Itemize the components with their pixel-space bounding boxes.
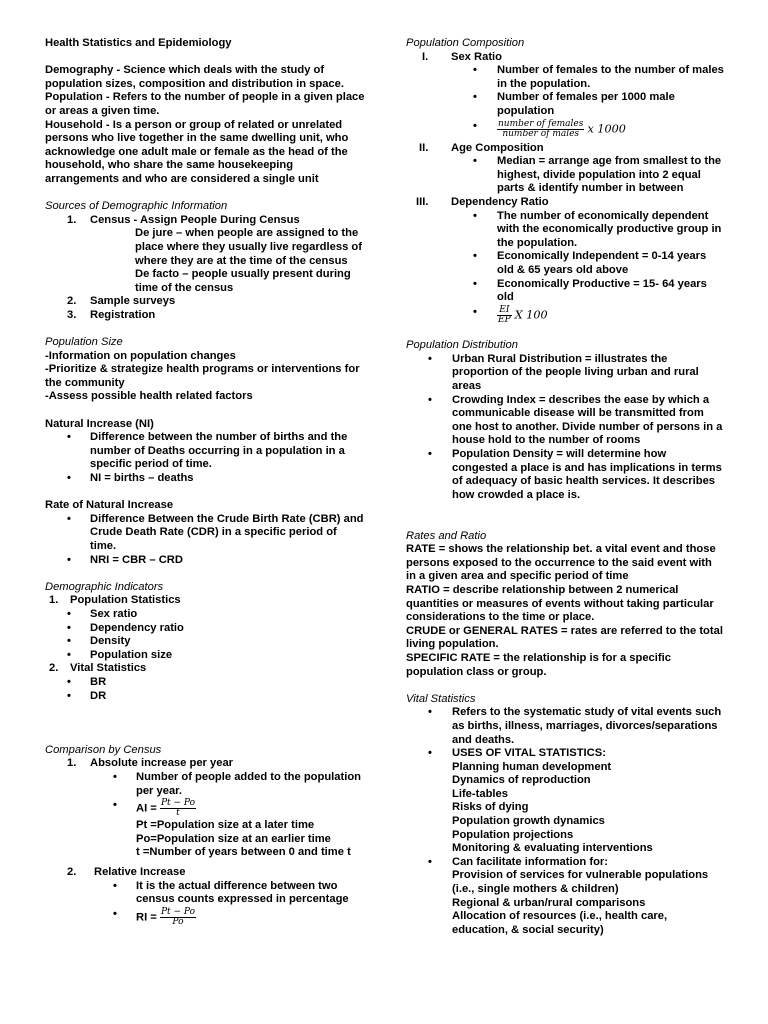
ri-formula: • RI = $\frac{Pt - Po}{Po}$ (113, 906, 195, 927)
bullet-icon: • (67, 512, 71, 525)
list-item: • Number of people added to the population per year. (113, 771, 361, 797)
bullet-icon: • (67, 621, 71, 634)
vital-info: Regional & urban/rural comparisons (452, 896, 646, 909)
specific-rate-definition: SPECIFIC RATE = the relationship is for a specific population class or group. (406, 651, 671, 678)
bullet-icon: • (428, 393, 432, 406)
population-composition-heading: Population Composition (406, 37, 525, 49)
dejure-text: De jure – when people are assigned to the place where they usually live regardless of where they are at the time of the census (135, 227, 362, 267)
vital-statistics-heading: Vital Statistics (406, 692, 476, 705)
bullet-icon: • (473, 250, 477, 263)
ratio-definition: RATIO = describe relationship between 2 numerical quantities or measures of events without taking particular considerations to the time or place. (406, 583, 714, 624)
list-item: • BR (67, 675, 107, 688)
ai-fraction: $\frac{Pt - Po}{t}$ (160, 798, 195, 819)
list-item: • Number of females to the number of males in the population. (473, 64, 724, 90)
defacto-text: De facto – people usually present during time of the census (135, 268, 351, 294)
list-item: • DR (67, 689, 107, 702)
list-item: • Economically Productive = 15- 64 years old (473, 277, 707, 304)
t-definition: t =Number of years between 0 and time t (136, 846, 351, 859)
bullet-icon: • (473, 277, 477, 290)
registration-item: Registration (90, 308, 156, 321)
bullet-icon: • (113, 771, 117, 784)
list-item: • Crowding Index = describes the ease by which a communicable disease will be transmitted from one host to another. Divide number of persons in a house hold to the number of rooms (428, 393, 723, 447)
list-item: • Density (67, 635, 131, 648)
list-item: • Can facilitate information for: (428, 855, 609, 868)
sex-ratio-fraction: $\frac{\text{number of females}}{\text{number of males}}$ (498, 118, 584, 139)
bullet-icon: • (67, 675, 71, 688)
sources-heading: Sources of Demographic Information (45, 200, 228, 213)
list-item: • Difference Between the Crude Birth Rate (CBR) and Crude Death Rate (CDR) in a specific period of time. (67, 512, 364, 552)
bullet-icon: • (67, 689, 71, 702)
list-item: • It is the actual difference between two census counts expressed in percentage (113, 879, 349, 906)
bullet-icon: • (473, 155, 477, 168)
population-size-line: -Information on population changes (45, 349, 236, 362)
bullet-icon: • (473, 209, 477, 222)
list-item: 1. Absolute increase per year (67, 757, 234, 770)
demographic-indicators-heading: Demographic Indicators (45, 580, 164, 593)
list-item: 2. Relative Increase (67, 866, 186, 879)
list-item: • Population Density = will determine how congested a place is and has implications in terms of adequacy of basic health services. It describes how crowded a place is. (428, 448, 722, 501)
vital-use: Population projections (452, 828, 574, 841)
definition-demography: Demography - Science which deals with the study of population sizes, composition and distribution in space. (45, 64, 344, 90)
list-item: • Population size (67, 648, 173, 661)
bullet-icon: • (473, 119, 477, 132)
right-column (406, 37, 724, 937)
po-definition: Po=Population size at an earlier time (136, 832, 331, 845)
list-item: 1. Census - Assign People During Census (45, 214, 365, 228)
bullet-icon: • (67, 553, 71, 566)
vital-use: Risks of dying (452, 801, 529, 814)
bullet-icon: • (473, 305, 477, 318)
bullet-icon: • (113, 879, 117, 892)
vital-use: Planning human development (452, 760, 612, 773)
list-item: 1. Population Statistics (49, 594, 181, 607)
rate-definition: RATE = shows the relationship bet. a vital event and those persons exposed to the occurrence to the said event with in a given area and specific period of time (406, 543, 716, 583)
list-item: • Number of females per 1000 male population (473, 91, 675, 117)
population-distribution-heading: Population Distribution (406, 339, 518, 352)
rates-and-ratio-heading: Rates and Ratio (406, 529, 487, 542)
crude-rate-definition: CRUDE or GENERAL RATES = rates are referred to the total living population. (406, 624, 723, 651)
list-item: • The number of economically dependent with the economically productive group in the population. (473, 209, 722, 249)
list-item: II. Age Composition (419, 141, 544, 154)
vital-use: Monitoring & evaluating interventions (452, 842, 653, 855)
rate-natural-increase-heading: Rate of Natural Increase (45, 499, 174, 512)
bullet-icon: • (473, 91, 477, 104)
natural-increase-heading: Natural Increase (NI) (45, 417, 154, 430)
population-size-line: -Prioritize & strategize health programs or interventions for the community (45, 363, 360, 389)
list-item: • NI = births – deaths (67, 472, 194, 484)
ai-formula: • AI = $\frac{Pt - Po}{t}$ (113, 798, 195, 819)
dependency-ratio-formula: • $\frac{EI}{EP}$ X 100 (473, 304, 548, 325)
list-item: • Median = arrange age from smallest to the highest, divide population into 2 equal parts & identify number in between (473, 155, 722, 195)
list-item: • Dependency ratio (67, 621, 184, 634)
vital-use: Life-tables (452, 787, 508, 800)
comparison-by-census-heading: Comparison by Census (45, 743, 162, 756)
page-title: Health Statistics and Epidemiology (45, 37, 232, 49)
list-item: • Economically Independent = 0-14 years old & 65 years old above (473, 250, 707, 276)
bullet-icon: • (67, 648, 71, 661)
bullet-icon: • (428, 706, 432, 719)
vital-info: Provision of services for vulnerable populations (i.e., single mothers & children) (452, 869, 709, 896)
list-item: III. Dependency Ratio (416, 195, 549, 208)
pt-definition: Pt =Population size at a later time (136, 819, 315, 832)
census-item: Census - Assign People During Census (90, 213, 300, 226)
ri-fraction: $\frac{Pt - Po}{Po}$ (160, 906, 195, 927)
population-size-heading: Population Size (45, 336, 123, 349)
vital-info: Allocation of resources (i.e., health care, education, & social security) (452, 910, 668, 936)
bullet-icon: • (428, 448, 432, 461)
bullet-icon: • (113, 907, 117, 920)
list-item: • Refers to the systematic study of vital events such as births, illness, marriages, divorces/separations and deaths. (428, 706, 722, 746)
bullet-icon: • (473, 64, 477, 77)
list-item: • USES OF VITAL STATISTICS: (428, 747, 606, 760)
bullet-icon: • (67, 431, 71, 444)
list-item: • Difference between the number of births and the number of Deaths occurring in a population in a specific period of time. (67, 431, 348, 471)
definition-household: Household - Is a person or group of related or unrelated persons who live together in the same dwelling unit, who acknowledge one adult male or female as the head of the household, who share the same housekeeping arrangements and who are considered a single unit (45, 118, 349, 185)
list-item: I. Sex Ratio (422, 50, 502, 63)
bullet-icon: • (67, 635, 71, 648)
bullet-icon: • (428, 855, 432, 868)
bullet-icon: • (428, 747, 432, 760)
list-item: 3. Registration (45, 309, 365, 323)
definition-population: Population - Refers to the number of people in a given place or areas a given time. (45, 91, 365, 117)
list-item: • NRI = CBR – CRD (67, 553, 183, 566)
vital-use: Dynamics of reproduction (452, 774, 591, 787)
bullet-icon: • (67, 472, 71, 484)
bullet-icon: • (428, 352, 432, 365)
list-item: 2. Sample surveys (45, 295, 365, 309)
bullet-icon: • (67, 607, 71, 620)
bullet-icon: • (113, 799, 117, 812)
list-item: 2. Vital Statistics (49, 662, 147, 675)
left-column (45, 37, 365, 927)
list-item: • Sex ratio (67, 607, 138, 620)
vital-use: Population growth dynamics (452, 815, 605, 828)
list-item: • Urban Rural Distribution = illustrates the proportion of the people living urban and rural areas (428, 352, 699, 393)
sex-ratio-formula: • $\frac{\text{number of females}}{\text{number of males}}$ x 1000 (473, 118, 626, 139)
population-size-line: -Assess possible health related factors (45, 390, 253, 403)
dependency-ratio-fraction: $\frac{EI}{EP}$ (498, 304, 511, 325)
sample-surveys-item: Sample surveys (90, 295, 176, 308)
